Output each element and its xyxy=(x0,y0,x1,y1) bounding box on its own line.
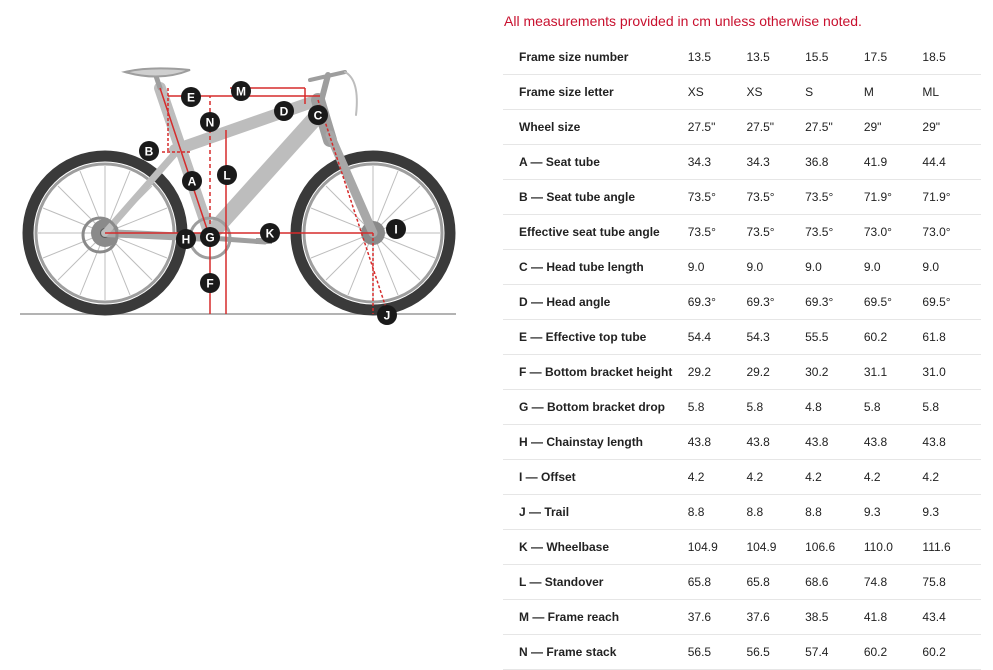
row-value: 60.2 xyxy=(922,635,981,670)
geometry-row xyxy=(503,40,981,75)
row-value: 9.0 xyxy=(864,250,923,285)
row-value: 69.5° xyxy=(922,285,981,320)
row-value: M xyxy=(864,75,923,110)
row-value: 4.2 xyxy=(864,460,923,495)
svg-text:D: D xyxy=(279,104,289,119)
row-value: 110.0 xyxy=(864,530,923,565)
row-label: D — Head angle xyxy=(503,285,688,320)
row-value: 54.4 xyxy=(688,320,747,355)
marker-b xyxy=(139,141,159,161)
row-label: N — Frame stack xyxy=(503,635,688,670)
row-value: 73.5° xyxy=(688,215,747,250)
row-label: Effective seat tube angle xyxy=(503,215,688,250)
bike-geometry-diagram xyxy=(0,40,480,340)
row-value: 41.8 xyxy=(864,600,923,635)
row-value: 56.5 xyxy=(688,635,747,670)
svg-text:F: F xyxy=(206,276,214,291)
svg-text:N: N xyxy=(205,115,215,130)
row-value: 13.5 xyxy=(688,40,747,75)
geometry-row xyxy=(503,250,981,285)
geometry-row xyxy=(503,285,981,320)
geometry-row xyxy=(503,460,981,495)
row-value: 5.8 xyxy=(688,390,747,425)
geometry-row xyxy=(503,320,981,355)
svg-text:E: E xyxy=(186,90,196,105)
row-value: 9.0 xyxy=(688,250,747,285)
row-value: 74.8 xyxy=(864,565,923,600)
row-value: 43.8 xyxy=(746,425,805,460)
row-value: 43.8 xyxy=(688,425,747,460)
row-value: 37.6 xyxy=(688,600,747,635)
row-value: 65.8 xyxy=(746,565,805,600)
geometry-row xyxy=(503,635,981,670)
row-value: ML xyxy=(922,75,981,110)
row-value: 8.8 xyxy=(746,495,805,530)
row-value: 34.3 xyxy=(688,145,747,180)
geometry-row xyxy=(503,75,981,110)
row-label: L — Standover xyxy=(503,565,688,600)
row-value: 43.8 xyxy=(864,425,923,460)
marker-d xyxy=(274,101,294,121)
row-label: Frame size letter xyxy=(503,75,688,110)
marker-j xyxy=(377,305,397,325)
row-value: 71.9° xyxy=(864,180,923,215)
marker-h xyxy=(176,229,196,249)
row-value: XS xyxy=(688,75,747,110)
row-value: 65.8 xyxy=(688,565,747,600)
row-value: 69.3° xyxy=(805,285,864,320)
marker-k xyxy=(260,223,280,243)
row-value: 29.2 xyxy=(688,355,747,390)
row-value: 69.3° xyxy=(746,285,805,320)
marker-i xyxy=(386,219,406,239)
row-value: 8.8 xyxy=(688,495,747,530)
row-value: 34.3 xyxy=(746,145,805,180)
row-value: 104.9 xyxy=(746,530,805,565)
row-value: 29.2 xyxy=(746,355,805,390)
row-value: 69.3° xyxy=(688,285,747,320)
row-value: 9.3 xyxy=(864,495,923,530)
row-value: 30.2 xyxy=(805,355,864,390)
row-value: 57.4 xyxy=(805,635,864,670)
geometry-row xyxy=(503,530,981,565)
svg-text:M: M xyxy=(236,84,246,99)
row-label: G — Bottom bracket drop xyxy=(503,390,688,425)
marker-e xyxy=(181,87,201,107)
row-value: 18.5 xyxy=(922,40,981,75)
svg-text:L: L xyxy=(223,168,231,183)
geometry-row xyxy=(503,180,981,215)
geometry-row xyxy=(503,145,981,180)
row-value: 73.5° xyxy=(746,215,805,250)
row-label: Frame size number xyxy=(503,40,688,75)
row-value: 4.2 xyxy=(688,460,747,495)
row-value: 4.2 xyxy=(805,460,864,495)
row-value: 60.2 xyxy=(864,320,923,355)
geometry-row xyxy=(503,110,981,145)
svg-text:C: C xyxy=(313,108,323,123)
row-value: 69.5° xyxy=(864,285,923,320)
marker-l xyxy=(217,165,237,185)
row-value: 43.4 xyxy=(922,600,981,635)
row-value: 73.0° xyxy=(922,215,981,250)
row-value: 27.5" xyxy=(688,110,747,145)
row-value: 73.5° xyxy=(805,215,864,250)
marker-m xyxy=(231,81,251,101)
svg-text:B: B xyxy=(144,144,154,159)
row-value: 43.8 xyxy=(805,425,864,460)
geometry-table xyxy=(503,40,981,670)
svg-text:K: K xyxy=(265,226,275,241)
row-value: 15.5 xyxy=(805,40,864,75)
row-value: 9.0 xyxy=(746,250,805,285)
row-value: 68.6 xyxy=(805,565,864,600)
row-label: A — Seat tube xyxy=(503,145,688,180)
row-value: 27.5" xyxy=(746,110,805,145)
row-label: J — Trail xyxy=(503,495,688,530)
row-value: 9.0 xyxy=(922,250,981,285)
row-value: 106.6 xyxy=(805,530,864,565)
svg-text:H: H xyxy=(181,232,191,247)
geometry-table-body xyxy=(503,40,981,670)
row-value: 4.8 xyxy=(805,390,864,425)
row-value: 38.5 xyxy=(805,600,864,635)
row-value: 41.9 xyxy=(864,145,923,180)
row-label: E — Effective top tube xyxy=(503,320,688,355)
row-value: 29" xyxy=(864,110,923,145)
row-value: 61.8 xyxy=(922,320,981,355)
row-value: 29" xyxy=(922,110,981,145)
row-value: 71.9° xyxy=(922,180,981,215)
row-value: 5.8 xyxy=(922,390,981,425)
row-value: 75.8 xyxy=(922,565,981,600)
row-value: 44.4 xyxy=(922,145,981,180)
row-value: 17.5 xyxy=(864,40,923,75)
row-value: 5.8 xyxy=(746,390,805,425)
geometry-row xyxy=(503,425,981,460)
marker-a xyxy=(182,171,202,191)
row-value: 60.2 xyxy=(864,635,923,670)
marker-n xyxy=(200,112,220,132)
row-value: 37.6 xyxy=(746,600,805,635)
geometry-row xyxy=(503,215,981,250)
geometry-row xyxy=(503,355,981,390)
svg-text:A: A xyxy=(187,174,197,189)
row-value: 9.0 xyxy=(805,250,864,285)
svg-text:G: G xyxy=(205,230,215,245)
row-label: K — Wheelbase xyxy=(503,530,688,565)
row-value: 54.3 xyxy=(746,320,805,355)
row-value: 56.5 xyxy=(746,635,805,670)
row-label: H — Chainstay length xyxy=(503,425,688,460)
units-note: All measurements provided in cm unless otherwise noted. xyxy=(504,13,862,29)
row-value: 73.5° xyxy=(688,180,747,215)
row-value: 111.6 xyxy=(922,530,981,565)
row-value: 104.9 xyxy=(688,530,747,565)
row-value: 43.8 xyxy=(922,425,981,460)
geometry-row xyxy=(503,495,981,530)
row-value: 4.2 xyxy=(746,460,805,495)
row-value: S xyxy=(805,75,864,110)
row-value: 5.8 xyxy=(864,390,923,425)
row-label: I — Offset xyxy=(503,460,688,495)
geometry-row xyxy=(503,565,981,600)
row-value: 4.2 xyxy=(922,460,981,495)
row-value: 73.5° xyxy=(746,180,805,215)
row-value: 31.1 xyxy=(864,355,923,390)
geometry-row xyxy=(503,600,981,635)
row-value: 73.5° xyxy=(805,180,864,215)
row-label: M — Frame reach xyxy=(503,600,688,635)
svg-text:I: I xyxy=(394,222,398,237)
svg-text:J: J xyxy=(383,308,391,323)
row-label: C — Head tube length xyxy=(503,250,688,285)
row-value: 31.0 xyxy=(922,355,981,390)
row-value: 8.8 xyxy=(805,495,864,530)
row-label: Wheel size xyxy=(503,110,688,145)
row-label: B — Seat tube angle xyxy=(503,180,688,215)
row-value: 55.5 xyxy=(805,320,864,355)
marker-c xyxy=(308,105,328,125)
marker-g xyxy=(200,227,220,247)
row-value: 13.5 xyxy=(746,40,805,75)
row-value: 36.8 xyxy=(805,145,864,180)
row-value: 27.5" xyxy=(805,110,864,145)
marker-f xyxy=(200,273,220,293)
row-label: F — Bottom bracket height xyxy=(503,355,688,390)
row-value: XS xyxy=(746,75,805,110)
row-value: 9.3 xyxy=(922,495,981,530)
row-value: 73.0° xyxy=(864,215,923,250)
geometry-row xyxy=(503,390,981,425)
